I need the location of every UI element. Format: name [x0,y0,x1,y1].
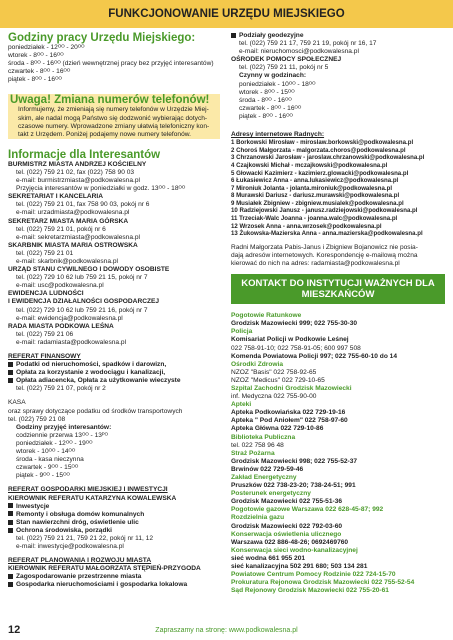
econ-item: Ochrona środowiska, porządki [8,527,220,535]
usc-line: tel. (022) 729 10 62 lub 759 21 15, pokój nr 7 [16,274,148,282]
kasa-hours-line: poniedziałek - 12ᴼᴼ - 19ᴼᴼ [16,439,93,447]
bullet-icon [8,520,13,525]
bullet-icon [8,511,13,516]
note-line: dają adresów internetowych. Korespondencję e-mailową można [231,251,418,259]
council-line: tel. (022) 759 21 06 [16,330,74,338]
contact-line: Warszawa 022 886-48-26; 0692469760 [231,538,349,546]
hours-line: środa - 8ᴼᴼ - 16ᴼᴼ (dzień wewnętrznej pracy bez przyjęć interesantów) [8,60,214,68]
plan-heading-1: REFERAT PLANOWANIA I ROZWOJU MIASTA [8,557,152,565]
division-line: tel. (022) 759 21 17, 759 21 19, pokój nr 16, 17 [239,40,377,48]
left-column [8,32,220,590]
councillor-item: 8 Murawski Dariusz - dariusz.murawski@podkowalesna.pl [231,192,400,200]
councillor-item: 5 Głowacki Kazimierz - kazimierz.glowacki@podkowalesna.pl [231,169,409,177]
contact-line: NZOZ "Basis" 022 758-92-65 [231,368,317,376]
councillor-item: 12 Wrzosek Anna - anna.wrzosek@podkowalesna.pl [231,222,382,230]
econ-heading-1: REFERAT GOSPODARKI MIEJSKIEJ I INWESTYCJI [8,486,168,494]
office-line: tel. (022) 759 21 01, fax 758 90 03, pokój nr 6 [16,201,150,209]
councillor-item: 11 Trzeciak-Walc Joanna - joanna.walc@podkowalesna.pl [231,215,398,223]
kasa-hours-line: środa - kasa nieczynna [16,456,84,464]
mayor-line: tel. (022) 759 21 02, fax (022) 758 90 03 [16,168,135,176]
bullet-icon [8,574,13,579]
usc-details [8,274,220,290]
contact-line: sieć wodna 661 955 201 [231,554,306,562]
contact-line: NZOZ "Medicus" 022 729-10-65 [231,376,325,384]
contact-line: Sąd Rejonowy Grodzisk Mazowiecki 022 755-20-61 [231,587,389,595]
division-item: Podziały geodezyjne [231,32,445,40]
contact-line: Ośrodki Zdrowia [231,360,284,368]
plan-items [8,573,220,589]
kasa-hours-line: codziennie przerwa 13ᴼᴼ - 13ᴾᴼ [16,431,109,439]
note-line: Radni Małgorzata Pabis-Janus i Zbigniew Bojanowicz nie posia- [231,243,418,251]
ops-hours [231,81,445,121]
division-details [231,40,445,56]
contact-line: Komenda Powiatowa Policji 997; 022 755-60-10 do 14 [231,352,398,360]
ops-hours-line: poniedziałek - 10ᴼᴼ - 18ᴼᴼ [239,80,316,88]
contact-line: Powiatowe Centrum Pomocy Rodzinie 022 724-15-70 [231,571,396,579]
ops-line: tel. (022) 759 21 11, pokój nr 5 [239,64,329,72]
contact-line: Pogotowie Ratunkowe [231,312,302,320]
econ-items [8,503,220,535]
ops-hours-line: środa - 8ᴼᴼ - 16ᴼᴼ [239,96,292,104]
warning-line: czasowe numery. Wprowadzone zmiany ułatwią telefoniczny kon- [18,122,210,130]
bullet-icon [8,528,13,533]
warning-line: skim, ale nadal mogą Państwo się dodzwonić wybierając dotych- [18,114,208,122]
councillors-list [231,139,445,238]
usc-line: e-mail: usc@podkowalesna.pl [16,282,104,290]
contact-line: Rozdzielnia gazu [231,514,285,522]
contacts-list [231,312,445,595]
bullet-icon [8,503,13,508]
warning-box [8,94,220,138]
finance-item: Opłata za korzystanie z wodociągu i kanalizacji, [8,369,220,377]
finance-item: Opłata adiacencka, Opłata za użytkowanie wieczyste [8,377,220,385]
treasurer-line: tel. (022) 759 21 01 [16,249,74,257]
contact-line: Apteka Podkowiańska 022 729-19-16 [231,409,346,417]
warning-line: takt z Urzędem. Poniżej podajemy nowe numery telefonów. [18,130,191,138]
council-heading: RADA MIASTA PODKOWA LEŚNA [8,322,114,330]
header-banner [0,0,453,28]
contact-line: Konserwacja sieci wodno-kanalizacyjnej [231,546,358,554]
ops-hours-line: czwartek - 8ᴼᴼ - 16ᴼᴼ [239,104,302,112]
kasa-hours-line: piątek - 9ᴼᴼ - 15ᴼᴼ [16,472,70,480]
ops-details [231,64,445,72]
plan-heading-2: KIEROWNIK REFERATU MAŁGORZATA STĘPIEŃ-PRZYGODA [8,565,201,573]
finance-tel: tel. (022) 759 21 07, pokój nr 2 [16,385,106,393]
contact-line: Grodzisk Mazowiecki 999; 022 755-30-30 [231,320,358,328]
office-details [8,201,220,217]
ops-hours-line: piątek - 8ᴼᴼ - 16ᴼᴼ [239,112,293,120]
secretary-line: e-mail: sekretarzmiasta@podkowalesna.pl [16,233,140,241]
contact-line: sieć kanalizacyjna 502 291 680; 503 134 281 [231,563,368,571]
contact-line: inf. Medyczna 022 755-90-00 [231,393,317,401]
contact-line: Grodzisk Mazowiecki 998; 022 755-52-37 [231,457,358,465]
contact-line: Apteki [231,401,252,409]
footer-link[interactable]: Zapraszamy na stronę: www.podkowalesna.pl [155,627,298,634]
right-column [231,32,445,595]
mayor-line: e-mail: burmistrzmiasta@podkowalesna.pl [16,177,140,185]
ops-heading: OŚRODEK POMOCY SPOŁECZNEJ [231,56,342,64]
econ-heading-2: KIEROWNIK REFERATU KATARZYNA KOWALEWSKA [8,494,177,502]
econ-line: e-mail: inwestycje@podkowalesna.pl [16,543,124,551]
council-line: e-mail: radamiasta@podkowalesna.pl [16,338,127,346]
page-number: 12 [8,624,21,636]
kasa-line: oraz sprawy dotyczące podatku od środków transportowych [8,407,183,415]
bullet-icon [8,378,13,383]
kasa-hours-title: Godziny przyjęć interesantów: [16,423,112,431]
hours-line: wtorek - 8ᴼᴼ - 16ᴼᴼ [8,52,64,60]
info-title: Informacje dla Interesantów [8,148,161,161]
econ-item: Stan nawierzchni dróg, oświetlenie ulic [8,519,220,527]
bullet-icon [8,582,13,587]
mayor-details [8,169,220,193]
kasa-line: tel. (022) 759 21 08 [8,415,66,423]
kasa-hours [8,432,220,481]
finance-heading: REFERAT FINANSOWY [8,353,81,360]
councillors-note [231,244,445,268]
warning-line: Informujemy, że zmieniają się numery telefonów w Urzędzie Miej- [18,106,209,114]
mayor-heading: BURMISTRZ MIASTA ANDRZEJ KOŚCIELNY [8,160,147,168]
note-line: kierować do nich na adres: radamiasta@podkowalesna.pl [231,260,400,268]
mayor-line: Przyjęcia interesantów w poniedziałki w godz. 13ᴼᴼ - 18ᴼᴼ [16,185,186,193]
kasa-details [8,408,220,424]
office-line: e-mail: urzadmiasta@podkowalesna.pl [16,209,130,217]
contact-line: Grodzisk Mazowiecki 022 792-03-60 [231,522,343,530]
contact-line: Komisariat Policji w Podkowie Leśnej [231,336,349,344]
econ-line: tel. (022) 759 21 21, 759 21 22, pokój nr 11, 12 [16,534,153,542]
finance-items [8,361,220,385]
secretary-line: tel. (022) 759 21 01, pokój nr 6 [16,225,106,233]
plan-item: Gospodarka nieruchomościami i gospodarka lokalowa [8,581,220,589]
contact-line: Szpital Zachodni Grodzisk Mazowiecki [231,384,352,392]
registry-details [8,307,220,323]
bullet-icon [231,33,236,38]
councillor-item: 10 Radziejowski Janusz - janusz.radziejowski@podkowalesna.pl [231,207,418,215]
contact-line: Straż Pożarna [231,449,275,457]
councillors-title: Adresy internetowe Radnych: [231,131,325,139]
councillor-item: 1 Borkowski Mirosław - miroslaw.borkowski@podkowalesna.pl [231,139,414,147]
treasurer-details [8,250,220,266]
registry-heading-2: I EWIDENCJA DZIAŁALNOŚCI GOSPODARCZEJ [8,298,160,306]
secretary-details [8,226,220,242]
contact-line: Zakład Energetyczny [231,474,297,481]
division-line: e-mail: nieruchomosci@podkowalesna.pl [239,48,359,56]
hours-line: poniedziałek - 12ᴼᴼ - 20ᴼᴼ [8,44,85,51]
usc-heading: URZĄD STANU CYWILNEGO I DOWODY OSOBISTE [8,266,170,274]
bullet-icon [8,370,13,375]
contact-line: Pogotowie gazowe Warszawa 022 628-45-87; 992 [231,506,384,514]
kasa-heading: KASA [8,399,26,407]
councillor-item: 9 Musiałek Zbigniew - zbigniew.musialek@podkowalesna.pl [231,199,404,207]
hours-list [8,44,220,84]
treasurer-heading: SKARBNIK MIASTA MARIA OSTROWSKA [8,241,138,249]
plan-item: Zagospodarowanie przestrzenne miasta [8,573,220,581]
ops-hours-line: wtorek - 8ᴼᴼ - 15ᴼᴼ [239,88,295,96]
contact-line: tel. 022 758 96 48 [231,441,284,449]
bullet-icon [8,362,13,367]
councillor-item: 6 Łukasiewicz Anna - anna.lukasiewicz@podkowalesna.pl [231,177,399,185]
treasurer-line: e-mail: skarbnik@podkowalesna.pl [16,257,118,265]
registry-line: e-mail: ewidencja@podkowalesna.pl [16,314,123,322]
finance-item: Podatki od nieruchomości, spadków i darowizn, [8,361,220,369]
council-details [8,331,220,347]
contact-line: Pruszków 022 738-23-20; 738-24-51; 991 [231,482,356,490]
councillor-item: 4 Czajkowski Michał - mczajkowski@podkowalesna.pl [231,161,388,169]
econ-details [8,535,220,551]
econ-item: Remonty i obsługa domów komunalnych [8,511,220,519]
econ-item: Inwestycje [8,503,220,511]
hours-line: czwartek - 8ᴼᴼ - 16ᴼᴼ [8,68,71,76]
contact-line: Policja [231,328,253,336]
contact-line: Prokuratura Rejonowa Grodzisk Mazowiecki 022 755-52-54 [231,579,415,587]
councillor-item: 13 Żukowska-Mazierska Anna - anna.mazierska@podkowalesna.pl [231,230,423,238]
contact-line: Posterunek energetyczny [231,490,311,498]
secretary-heading: SEKRETARZ MIASTA MARIA GÓRSKA [8,217,129,225]
contact-line: Konserwacja oświetlenia ulicznego [231,530,342,538]
councillor-item: 7 Mironiuk Jolanta - jolanta.mironiuk@podkowalesna.pl [231,184,393,192]
warning-title: Uwaga! Zmiana numerów telefonów! [10,94,210,107]
hours-title: Godziny pracy Urzędu Miejskiego: [8,32,196,44]
councillor-item: 2 Choroś Małgorzata - malgorzata.choros@podkowalesna.pl [231,146,406,154]
contact-line: Apteka Główna 022 729-10-86 [231,425,324,433]
registry-line: tel. (022) 729 10 62 lub 759 21 16, pokój nr 7 [16,306,148,314]
councillor-item: 3 Chrzanowski Jarosław - jaroslaw.chrzanowski@podkowalesna.pl [231,154,425,162]
contact-line: Brwinów 022 729-59-46 [231,465,304,473]
footer [0,620,453,640]
warning-text [10,106,218,138]
office-heading: SEKRETARIAT I KANCELARIA [8,193,103,201]
contact-line: Biblioteka Publiczna [231,433,296,441]
contact-line: 022 758-91-10; 022 758-91-05; 600 997 508 [231,344,361,352]
hours-line: piątek - 8ᴼᴼ - 16ᴼᴼ [8,76,62,84]
contact-line: Apteka " Pod Aniołem" 022 758-97-60 [231,417,348,425]
ops-hours-title: Czynny w godzinach: [239,72,307,80]
contact-box-title: KONTAKT DO INSTYTUCJI WAŻNYCH DLA MIESZKAŃCÓW [231,274,445,304]
kasa-hours-line: czwartek - 9ᴼᴼ - 15ᴼᴼ [16,464,79,472]
registry-heading-1: EWIDENCJA LUDNOŚCI [8,290,84,298]
contact-line: Grodzisk Mazowiecki 022 755-51-36 [231,498,343,506]
page-title: FUNKCJONOWANIE URZĘDU MIEJSKIEGO [108,8,345,20]
kasa-hours-line: wtorek - 10ᴼᴼ - 14ᴼᴼ [16,448,76,456]
